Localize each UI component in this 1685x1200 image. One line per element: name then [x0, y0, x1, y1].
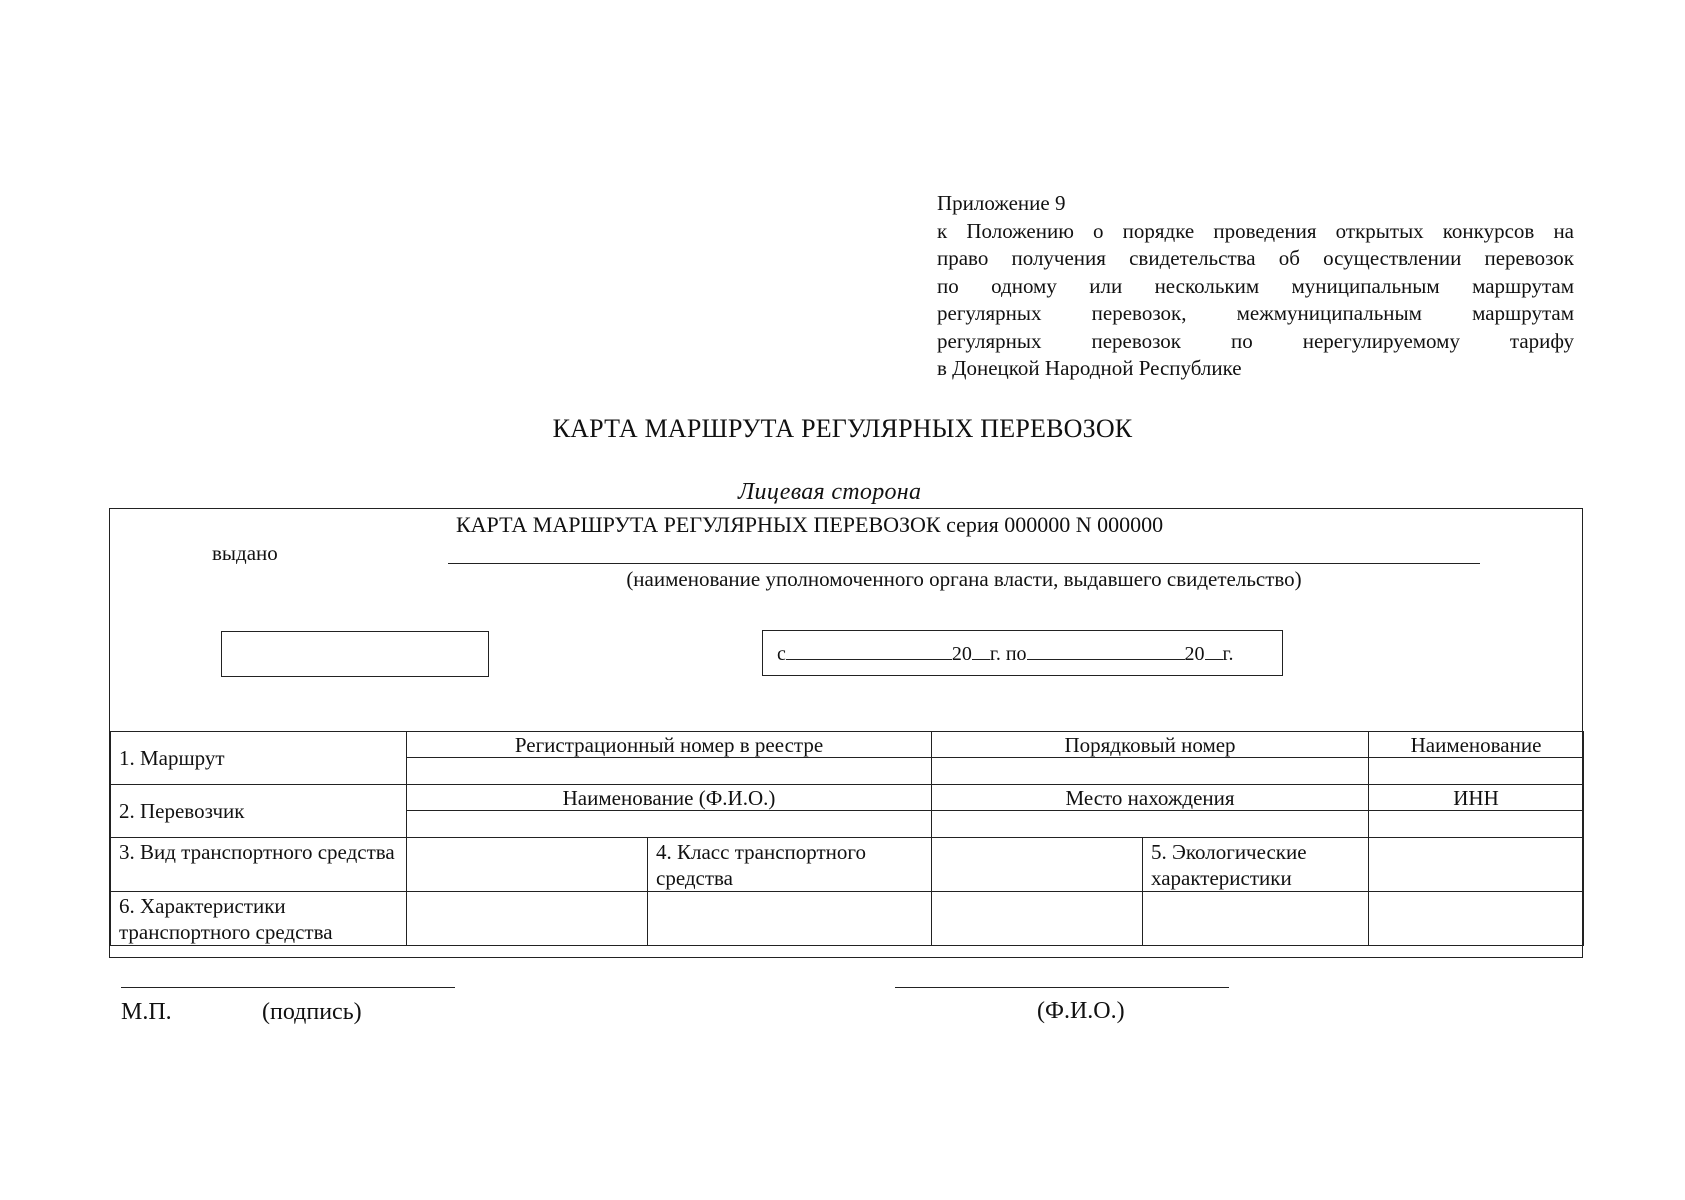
carrier-label: 2. Перевозчик — [111, 785, 407, 838]
validity-year-prefix: 20 — [1184, 643, 1205, 665]
carrier-name-header: Наименование (Ф.И.О.) — [407, 785, 932, 811]
validity-end-date-field[interactable] — [1027, 641, 1185, 660]
appendix-title: Приложение 9 — [937, 191, 1066, 215]
carrier-location-header: Место нахождения — [932, 785, 1369, 811]
validity-start-year-field[interactable] — [972, 641, 990, 660]
table-row — [111, 785, 1584, 811]
name-caption: (Ф.И.О.) — [1037, 998, 1125, 1024]
registry-number-cell[interactable] — [407, 758, 932, 785]
registry-number-header: Регистрационный номер в реестре — [407, 732, 932, 758]
validity-start-date-field[interactable] — [786, 641, 952, 660]
table-row — [111, 892, 1584, 946]
vehicle-characteristics-label: 6. Характеристики транспортного средства — [111, 892, 407, 946]
carrier-inn-cell[interactable] — [1369, 811, 1584, 838]
vehicle-characteristics-cell[interactable] — [932, 892, 1143, 946]
appendix-line: право получения свидетельства об осуществлении перевозок — [937, 246, 1574, 270]
validity-year-prefix: 20 — [951, 643, 972, 665]
vehicle-characteristics-cell[interactable] — [1143, 892, 1369, 946]
sequence-number-cell[interactable] — [932, 758, 1369, 785]
issuer-field[interactable] — [448, 563, 1480, 564]
validity-year-suffix: г. — [1222, 643, 1234, 665]
appendix-line: по одному или нескольким муниципальным маршрутам — [937, 273, 1574, 298]
signature-line[interactable] — [121, 987, 455, 988]
appendix-line: регулярных перевозок, межмуниципальным маршрутам — [937, 301, 1574, 325]
document-title: КАРТА МАРШРУТА РЕГУЛЯРНЫХ ПЕРЕВОЗОК — [552, 414, 1133, 443]
validity-end-year-field[interactable] — [1205, 641, 1223, 660]
side-label: Лицевая сторона — [738, 479, 922, 505]
route-card-table — [110, 731, 1584, 946]
signature-caption: (подпись) — [262, 999, 362, 1025]
table-row — [111, 838, 1584, 892]
carrier-name-cell[interactable] — [407, 811, 932, 838]
blank-field-box[interactable] — [221, 631, 489, 677]
vehicle-class-label: 4. Класс транспортного средства — [648, 838, 932, 892]
eco-characteristics-label: 5. Экологические характеристики — [1143, 838, 1369, 892]
vehicle-class-cell[interactable] — [932, 838, 1143, 892]
appendix-block — [937, 190, 1574, 383]
appendix-line: к Положению о порядке проведения открытых конкурсов на — [937, 218, 1574, 243]
eco-characteristics-cell[interactable] — [1369, 838, 1584, 892]
issued-label: выдано — [212, 541, 278, 565]
appendix-line: регулярных перевозок по нерегулируемому тарифу — [937, 328, 1574, 353]
carrier-inn-header: ИНН — [1369, 785, 1584, 811]
route-name-cell[interactable] — [1369, 758, 1584, 785]
validity-period-box — [762, 630, 1283, 676]
sequence-number-header: Порядковый номер — [932, 732, 1369, 758]
vehicle-type-label: 3. Вид транспортного средства — [111, 838, 407, 892]
issuer-caption: (наименование уполномоченного органа власти, выдавшего свидетельство) — [626, 567, 1302, 591]
vehicle-type-cell[interactable] — [407, 838, 648, 892]
validity-from-prefix: с — [777, 643, 786, 665]
route-label: 1. Маршрут — [111, 732, 407, 785]
appendix-line: в Донецкой Народной Республике — [937, 356, 1242, 380]
carrier-location-cell[interactable] — [932, 811, 1369, 838]
vehicle-characteristics-cell[interactable] — [648, 892, 932, 946]
vehicle-characteristics-cell[interactable] — [1369, 892, 1584, 946]
stamp-label: М.П. — [121, 999, 172, 1025]
card-header: КАРТА МАРШРУТА РЕГУЛЯРНЫХ ПЕРЕВОЗОК серия 000000 N 000000 — [456, 512, 1164, 537]
vehicle-characteristics-cell[interactable] — [407, 892, 648, 946]
route-name-header: Наименование — [1369, 732, 1584, 758]
name-line[interactable] — [895, 987, 1229, 988]
validity-to-prefix: г. по — [989, 643, 1027, 665]
table-row — [111, 732, 1584, 758]
